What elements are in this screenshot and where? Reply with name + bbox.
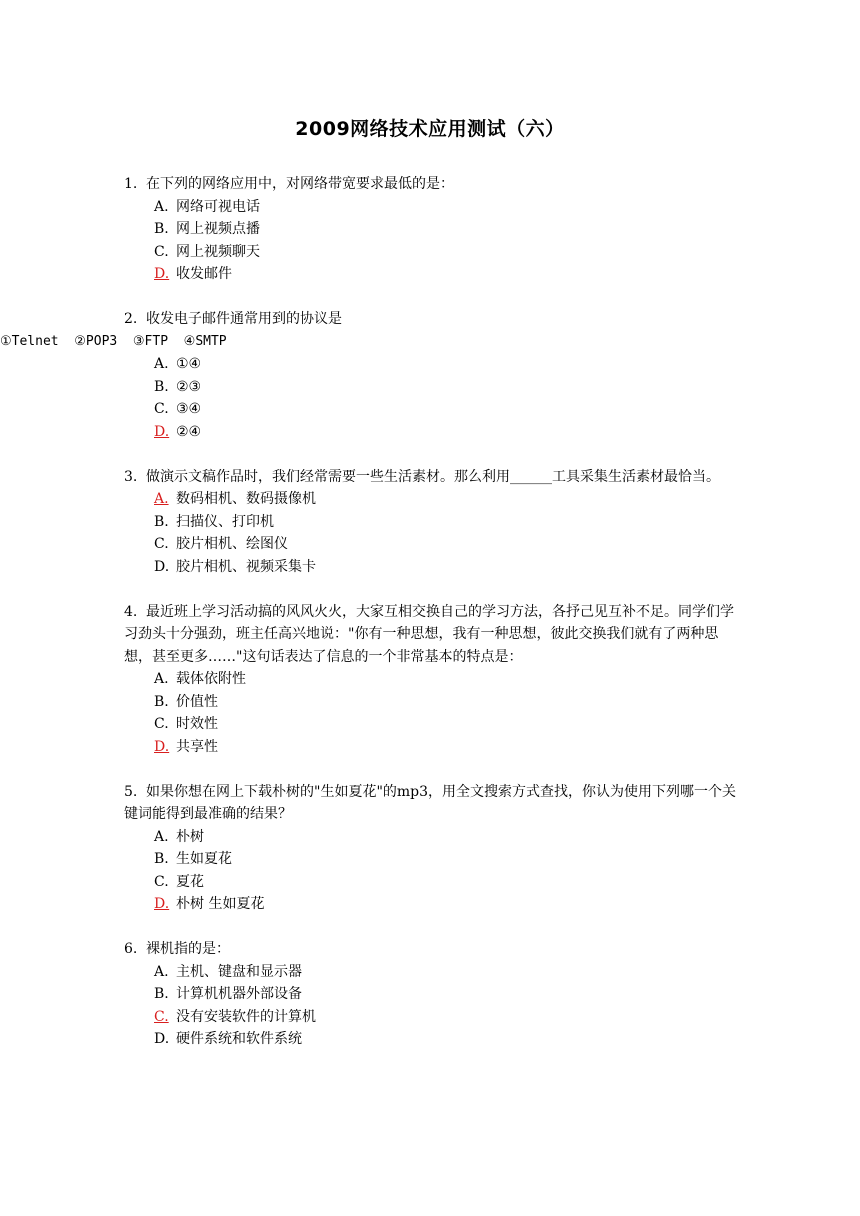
option-b — [154, 983, 744, 1006]
option-list — [124, 196, 744, 286]
option-c — [154, 1006, 744, 1029]
protocol-choices: ①Telnet ②POP3 ③FTP ④SMTP — [0, 333, 227, 349]
option-text: 网络可视电话 — [176, 198, 260, 215]
question-stem — [124, 308, 744, 331]
option-letter: A. — [154, 356, 169, 372]
option-letter: A. — [154, 963, 169, 980]
question-4 — [124, 601, 744, 759]
option-text: 胶片相机、视频采集卡 — [176, 558, 316, 575]
question-3 — [124, 466, 744, 579]
option-text: 网上视频聊天 — [176, 243, 260, 260]
option-d — [154, 263, 744, 286]
option-text: 朴树 — [176, 828, 204, 845]
question-number: 4. — [124, 603, 138, 620]
option-list — [124, 353, 744, 443]
page-title: 2009网络技术应用测试（六） — [295, 118, 565, 140]
option-text: 时效性 — [176, 716, 218, 732]
option-letter: C. — [154, 243, 169, 260]
option-letter: C. — [154, 873, 169, 890]
option-text: 朴树 生如夏花 — [176, 896, 265, 912]
option-c — [154, 398, 744, 421]
option-letter: A. — [154, 828, 169, 845]
option-letter: D. — [154, 558, 170, 575]
question-text: 如果你想在网上下载朴树的"生如夏花"的mp3，用全文搜索方式查找，你认为使用下列哪一个关键词能得到最准确的结果？ — [124, 783, 737, 822]
option-d — [154, 736, 744, 759]
option-text: 共享性 — [176, 738, 218, 755]
option-text: 主机、键盘和显示器 — [176, 963, 302, 980]
option-a — [154, 826, 744, 849]
option-b — [154, 691, 744, 714]
option-c — [154, 871, 744, 894]
option-text: 价值性 — [176, 693, 218, 710]
option-b — [154, 511, 744, 534]
option-a — [154, 668, 744, 691]
option-text: 数码相机、数码摄像机 — [176, 491, 316, 507]
answer-option-letter: D. — [154, 266, 170, 282]
question-text: 裸机指的是： — [146, 941, 230, 957]
answer-option-letter: D. — [154, 896, 170, 912]
question-2 — [0, 308, 744, 443]
option-letter: C. — [154, 716, 169, 732]
option-text: 扫描仪、打印机 — [176, 513, 274, 530]
option-letter: B. — [154, 851, 169, 867]
question-stem — [124, 938, 744, 961]
question-text: 做演示文稿作品时，我们经常需要一些生活素材。那么利用______工具采集生活素材最恰当。 — [146, 468, 720, 485]
option-letter: C. — [154, 536, 169, 552]
option-b — [154, 376, 744, 399]
answer-option-letter: D. — [154, 738, 170, 755]
option-a — [154, 353, 744, 376]
question-6 — [124, 938, 744, 1051]
option-text: 夏花 — [176, 873, 204, 890]
option-c — [154, 241, 744, 264]
question-number: 2. — [124, 311, 138, 327]
option-text: 计算机机器外部设备 — [176, 986, 302, 1002]
option-letter: B. — [154, 986, 169, 1002]
option-text: 收发邮件 — [176, 266, 232, 282]
option-b — [154, 218, 744, 241]
option-a — [154, 196, 744, 219]
option-list — [124, 826, 744, 916]
question-5 — [124, 781, 744, 916]
answer-option-letter: A. — [154, 491, 169, 507]
option-list — [124, 488, 744, 578]
option-d — [154, 1028, 744, 1051]
option-b — [154, 848, 744, 871]
option-letter: A. — [154, 198, 169, 215]
option-text: 载体依附性 — [176, 671, 246, 687]
question-number: 3. — [124, 468, 138, 485]
option-letter: B. — [154, 513, 169, 530]
option-c — [154, 533, 744, 556]
question-text: 在下列的网络应用中，对网络带宽要求最低的是： — [146, 176, 454, 192]
question-1 — [124, 173, 744, 286]
option-letter: C. — [154, 401, 169, 417]
option-letter: B. — [154, 693, 169, 710]
answer-option-letter: D. — [154, 423, 170, 440]
answer-option-letter: C. — [154, 1008, 169, 1025]
option-text: 生如夏花 — [176, 851, 232, 867]
option-text: 网上视频点播 — [176, 221, 260, 237]
option-text: ①④ — [176, 356, 202, 372]
question-stem — [124, 781, 744, 826]
option-text: ③④ — [176, 401, 202, 417]
question-list — [0, 173, 744, 1073]
option-text: 没有安装软件的计算机 — [176, 1008, 316, 1025]
question-number: 5. — [124, 783, 138, 800]
option-text: 胶片相机、绘图仪 — [176, 536, 288, 552]
question-number: 6. — [124, 941, 138, 957]
option-list — [124, 961, 744, 1051]
option-list — [124, 668, 744, 758]
option-d — [154, 893, 744, 916]
question-text: 收发电子邮件通常用到的协议是 — [146, 311, 342, 327]
option-text: 硬件系统和软件系统 — [176, 1031, 302, 1047]
option-text: ②③ — [176, 378, 202, 395]
option-d — [154, 556, 744, 579]
option-text: ②④ — [176, 423, 202, 440]
option-letter: D. — [154, 1031, 170, 1047]
option-letter: B. — [154, 221, 169, 237]
option-d — [154, 421, 744, 444]
option-a — [154, 488, 744, 511]
option-letter: A. — [154, 671, 169, 687]
question-text: 最近班上学习活动搞的风风火火，大家互相交换自己的学习方法，各抒己见互补不足。同学们学习劲头十分强劲，班主任高兴地说："你有一种思想，我有一种思想，彼此交换我们就有了两种思想，甚至更多……"这句话表达了信息的一个非常基本的特点是： — [124, 603, 734, 665]
question-stem — [124, 466, 744, 489]
option-a — [154, 961, 744, 984]
option-letter: B. — [154, 378, 169, 395]
question-stem — [124, 601, 744, 669]
question-stem — [124, 173, 744, 196]
option-c — [154, 713, 744, 736]
question-number: 1. — [124, 176, 138, 192]
